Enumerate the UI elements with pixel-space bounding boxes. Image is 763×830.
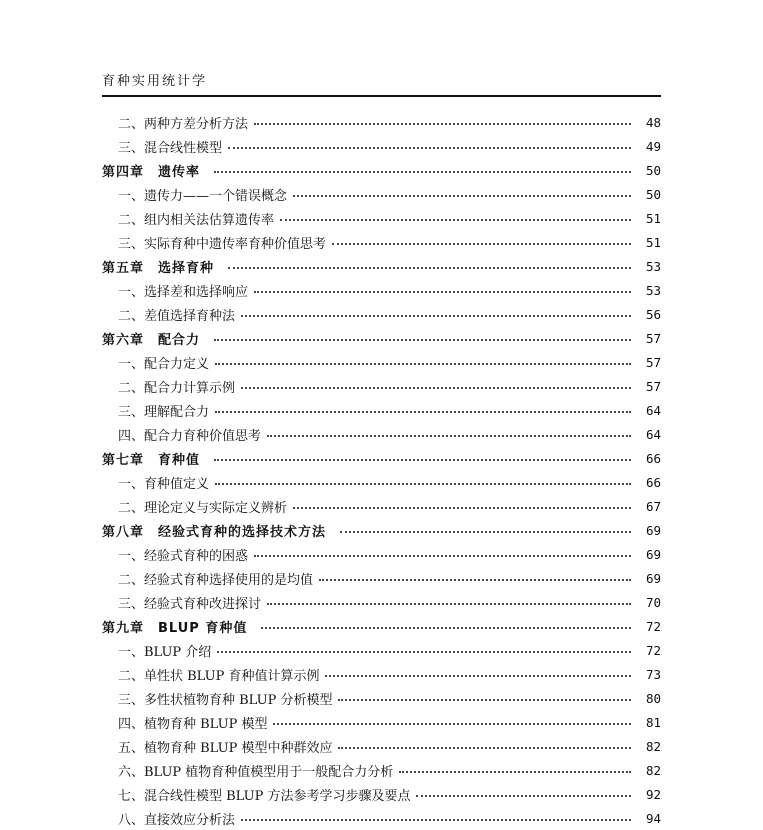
toc-section-row[interactable] [102,806,661,830]
toc-page-number: 66 [645,474,661,490]
toc-dot-leader [399,771,631,773]
toc-section-row[interactable] [102,758,661,782]
toc-dot-leader [267,435,631,437]
toc-section-row[interactable] [102,374,661,398]
toc-chapter-title: 第八章 经验式育种的选择技术方法 [102,524,327,540]
toc-dot-leader [340,531,631,533]
toc-section-title: 四、植物育种 BLUP 模型 [118,716,268,732]
toc-page-number: 82 [645,762,661,778]
toc-page-number: 57 [645,378,661,394]
toc-dot-leader [261,627,631,629]
toc-page-number: 51 [645,210,661,226]
toc-page-number: 53 [645,258,661,274]
toc-dot-leader [254,555,631,557]
toc-section-title: 八、直接效应分析法 [118,812,236,828]
toc-section-title: 二、两种方差分析方法 [118,116,249,132]
toc-dot-leader [254,291,631,293]
toc-dot-leader [280,219,631,221]
toc-dot-leader [214,459,631,461]
toc-dot-leader [241,315,631,317]
toc-section-title: 二、理论定义与实际定义辨析 [118,500,288,516]
toc-page-number: 49 [645,138,661,154]
toc-chapter-title: 第九章 BLUP 育种值 [102,620,248,636]
toc-dot-leader [214,171,631,173]
toc-page-number: 53 [645,282,661,298]
toc-dot-leader [215,411,631,413]
toc-dot-leader [273,723,631,725]
toc-page-number: 80 [645,690,661,706]
toc-section-row[interactable] [102,710,661,734]
toc-page-number: 67 [645,498,661,514]
toc-page-number: 57 [645,330,661,346]
toc-page-number: 69 [645,570,661,586]
toc-dot-leader [217,651,631,653]
toc-chapter-row[interactable] [102,518,661,542]
toc-section-row[interactable] [102,230,661,254]
toc-dot-leader [267,603,631,605]
toc-section-title: 七、混合线性模型 BLUP 方法参考学习步骤及要点 [118,788,411,804]
toc-section-row[interactable] [102,206,661,230]
toc-dot-leader [228,147,631,149]
toc-section-title: 二、经验式育种选择使用的是均值 [118,572,314,588]
toc-section-row[interactable] [102,278,661,302]
toc-page-number: 69 [645,546,661,562]
toc-section-row[interactable] [102,686,661,710]
toc-section-row[interactable] [102,566,661,590]
toc-section-title: 一、遗传力——一个错误概念 [118,188,288,204]
toc-section-row[interactable] [102,134,661,158]
toc-dot-leader [241,819,631,821]
toc-page-number: 70 [645,594,661,610]
toc-section-row[interactable] [102,542,661,566]
toc-page-number: 66 [645,450,661,466]
toc-section-title: 一、配合力定义 [118,356,210,372]
toc-dot-leader [338,747,631,749]
toc-page-number: 50 [645,186,661,202]
toc-section-row[interactable] [102,110,661,134]
toc-dot-leader [319,579,631,581]
toc-section-title: 三、理解配合力 [118,404,210,420]
toc-chapter-title: 第六章 配合力 [102,332,201,348]
toc-chapter-title: 第四章 遗传率 [102,164,201,180]
toc-dot-leader [215,483,631,485]
toc-page-number: 73 [645,666,661,682]
toc-section-row[interactable] [102,782,661,806]
toc-section-row[interactable] [102,638,661,662]
toc-chapter-title: 第五章 选择育种 [102,260,215,276]
running-head-title: 育种实用统计学 [102,74,208,89]
toc-page-number: 82 [645,738,661,754]
toc-page-number: 56 [645,306,661,322]
toc-page-number: 57 [645,354,661,370]
toc-section-title: 二、组内相关法估算遗传率 [118,212,275,228]
toc-dot-leader [332,243,631,245]
toc-page-number: 64 [645,402,661,418]
toc-page-number: 51 [645,234,661,250]
toc-page-number: 69 [645,522,661,538]
toc-page-number: 64 [645,426,661,442]
toc-section-title: 三、经验式育种改进探讨 [118,596,262,612]
toc-dot-leader [416,795,631,797]
toc-page-number: 48 [645,114,661,130]
toc-page-number: 81 [645,714,661,730]
toc-dot-leader [325,675,631,677]
toc-dot-leader [214,339,631,341]
header-rule [102,95,661,97]
toc-section-row[interactable] [102,350,661,374]
toc-section-title: 三、实际育种中遗传率育种价值思考 [118,236,327,252]
toc-section-title: 一、经验式育种的困惑 [118,548,249,564]
toc-section-title: 三、多性状植物育种 BLUP 分析模型 [118,692,333,708]
toc-chapter-row[interactable] [102,446,661,470]
toc-page-number: 72 [645,642,661,658]
toc-dot-leader [293,507,631,509]
toc-section-title: 一、BLUP 介绍 [118,644,212,660]
toc-section-row[interactable] [102,734,661,758]
toc-page-number: 92 [645,786,661,802]
toc-section-row[interactable] [102,182,661,206]
toc-dot-leader [228,267,631,269]
toc-page-number: 72 [645,618,661,634]
toc-section-row[interactable] [102,470,661,494]
toc-chapter-row[interactable] [102,254,661,278]
toc-chapter-row[interactable] [102,614,661,638]
toc-dot-leader [338,699,631,701]
toc-chapter-row[interactable] [102,158,661,182]
toc-dot-leader [215,363,631,365]
toc-section-title: 二、差值选择育种法 [118,308,236,324]
toc-section-title: 一、育种值定义 [118,476,210,492]
toc-section-title: 六、BLUP 植物育种值模型用于一般配合力分析 [118,764,394,780]
toc-section-title: 五、植物育种 BLUP 模型中种群效应 [118,740,333,756]
toc-section-row[interactable] [102,398,661,422]
toc-dot-leader [241,387,631,389]
table-of-contents [102,110,661,830]
toc-section-title: 三、混合线性模型 [118,140,223,156]
toc-page-number: 50 [645,162,661,178]
toc-page-number: 94 [645,810,661,826]
toc-section-title: 一、选择差和选择响应 [118,284,249,300]
toc-section-row[interactable] [102,590,661,614]
toc-section-row[interactable] [102,422,661,446]
toc-section-title: 四、配合力育种价值思考 [118,428,262,444]
toc-chapter-title: 第七章 育种值 [102,452,201,468]
toc-dot-leader [293,195,631,197]
toc-section-title: 二、配合力计算示例 [118,380,236,396]
toc-section-title: 二、单性状 BLUP 育种值计算示例 [118,668,320,684]
toc-dot-leader [254,123,631,125]
toc-section-row[interactable] [102,662,661,686]
toc-section-row[interactable] [102,494,661,518]
toc-section-row[interactable] [102,302,661,326]
toc-chapter-row[interactable] [102,326,661,350]
